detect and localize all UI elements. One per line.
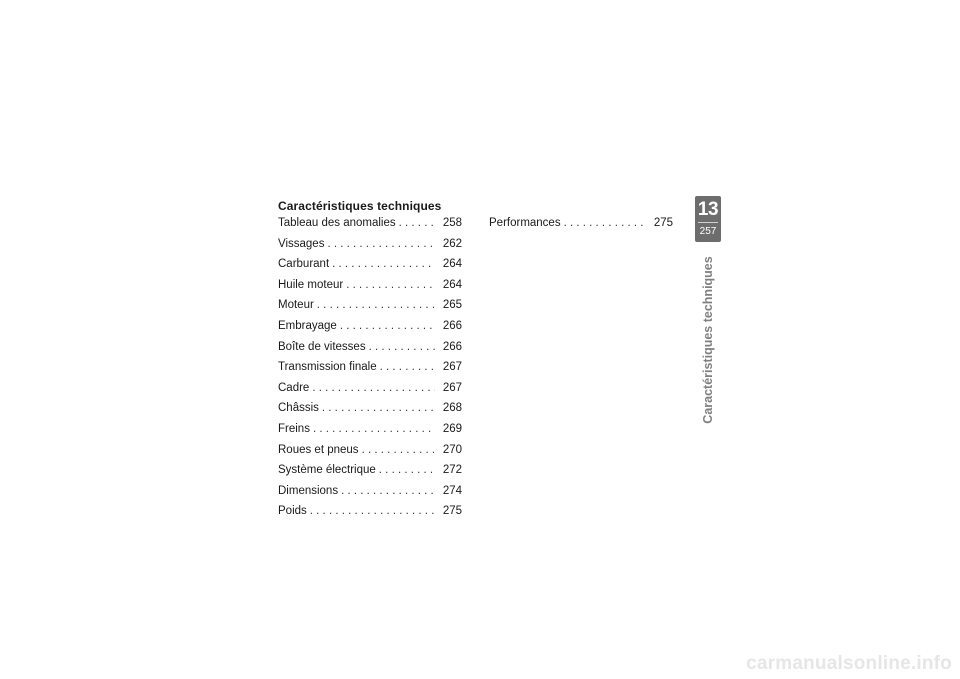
toc-entry-label: Vissages <box>278 237 325 250</box>
toc-entry-label: Dimensions <box>278 484 339 497</box>
toc-dot-leader <box>362 440 435 461</box>
toc-entry-label: Huile moteur <box>278 278 344 291</box>
toc-column-right <box>489 213 673 234</box>
toc-dot-leader <box>340 316 435 337</box>
toc-entry[interactable] <box>278 234 462 255</box>
toc-dot-leader <box>317 295 435 316</box>
toc-entry[interactable] <box>278 275 462 296</box>
toc-entry-page: 267 <box>442 361 462 374</box>
toc-entry[interactable] <box>278 419 462 440</box>
toc-dot-leader <box>399 213 435 234</box>
toc-entry-page: 272 <box>442 464 462 477</box>
toc-entry[interactable] <box>278 213 462 234</box>
toc-entry-label: Tableau des anomalies <box>278 217 396 229</box>
toc-entry-page: 262 <box>442 237 462 250</box>
chapter-divider <box>698 222 718 223</box>
toc-entry-page: 265 <box>442 299 462 312</box>
toc-entry-page: 274 <box>442 484 462 497</box>
toc-dot-leader <box>369 337 435 358</box>
watermark: carmanualsonline.info <box>746 653 952 674</box>
toc-dot-leader <box>341 481 435 502</box>
page-number: 257 <box>699 226 717 237</box>
toc-entry[interactable] <box>278 501 462 522</box>
toc-entry[interactable] <box>278 337 462 358</box>
toc-dot-leader <box>327 234 435 255</box>
toc-entry[interactable] <box>278 460 462 481</box>
toc-entry-page: 275 <box>653 217 673 229</box>
toc-entry-label: Performances <box>489 217 561 229</box>
toc-dot-leader <box>313 419 435 440</box>
toc-entry[interactable] <box>278 440 462 461</box>
toc-column-left <box>278 213 462 522</box>
toc-entry-page: 266 <box>442 340 462 353</box>
toc-entry-page: 270 <box>442 443 462 456</box>
toc-entry[interactable] <box>278 357 462 378</box>
toc-entry-page: 269 <box>442 422 462 435</box>
toc-dot-leader <box>564 213 646 234</box>
toc-entry-label: Embrayage <box>278 319 337 332</box>
chapter-side-title-text: Caractéristiques techniques <box>701 256 715 424</box>
toc-dot-leader <box>332 254 435 275</box>
toc-dot-leader <box>310 501 435 522</box>
toc-entry[interactable] <box>278 295 462 316</box>
toc-entry[interactable] <box>489 213 673 234</box>
toc-dot-leader <box>312 378 435 399</box>
toc-entry-label: Châssis <box>278 402 319 415</box>
toc-entry-page: 264 <box>442 258 462 271</box>
toc-entry-label: Cadre <box>278 381 310 394</box>
toc-dot-leader <box>346 275 435 296</box>
toc-entry-label: Roues et pneus <box>278 443 359 456</box>
toc-entry-label: Boîte de vitesses <box>278 340 366 353</box>
toc-entry-label: Moteur <box>278 299 314 312</box>
toc-entry-label: Poids <box>278 505 307 518</box>
chapter-tab <box>695 196 721 242</box>
toc-entry-label: Freins <box>278 422 310 435</box>
toc-entry[interactable] <box>278 254 462 275</box>
toc-entry-label: Transmission finale <box>278 361 377 374</box>
toc-entry-page: 264 <box>442 278 462 291</box>
toc-entry[interactable] <box>278 398 462 419</box>
toc-entry[interactable] <box>278 378 462 399</box>
toc-entry-page: 267 <box>442 381 462 394</box>
toc-entry[interactable] <box>278 481 462 502</box>
toc-entry[interactable] <box>278 316 462 337</box>
chapter-side-title <box>698 256 718 424</box>
section-title: Caractéristiques techniques <box>278 199 442 213</box>
toc-entry-label: Système électrique <box>278 464 376 477</box>
toc-entry-page: 268 <box>442 402 462 415</box>
toc-entry-label: Carburant <box>278 258 330 271</box>
toc-dot-leader <box>379 460 435 481</box>
toc-entry-page: 258 <box>442 217 462 229</box>
chapter-number: 13 <box>697 199 719 220</box>
toc-dot-leader <box>380 357 435 378</box>
toc-dot-leader <box>322 398 435 419</box>
toc-entry-page: 266 <box>442 319 462 332</box>
toc-entry-page: 275 <box>442 505 462 518</box>
